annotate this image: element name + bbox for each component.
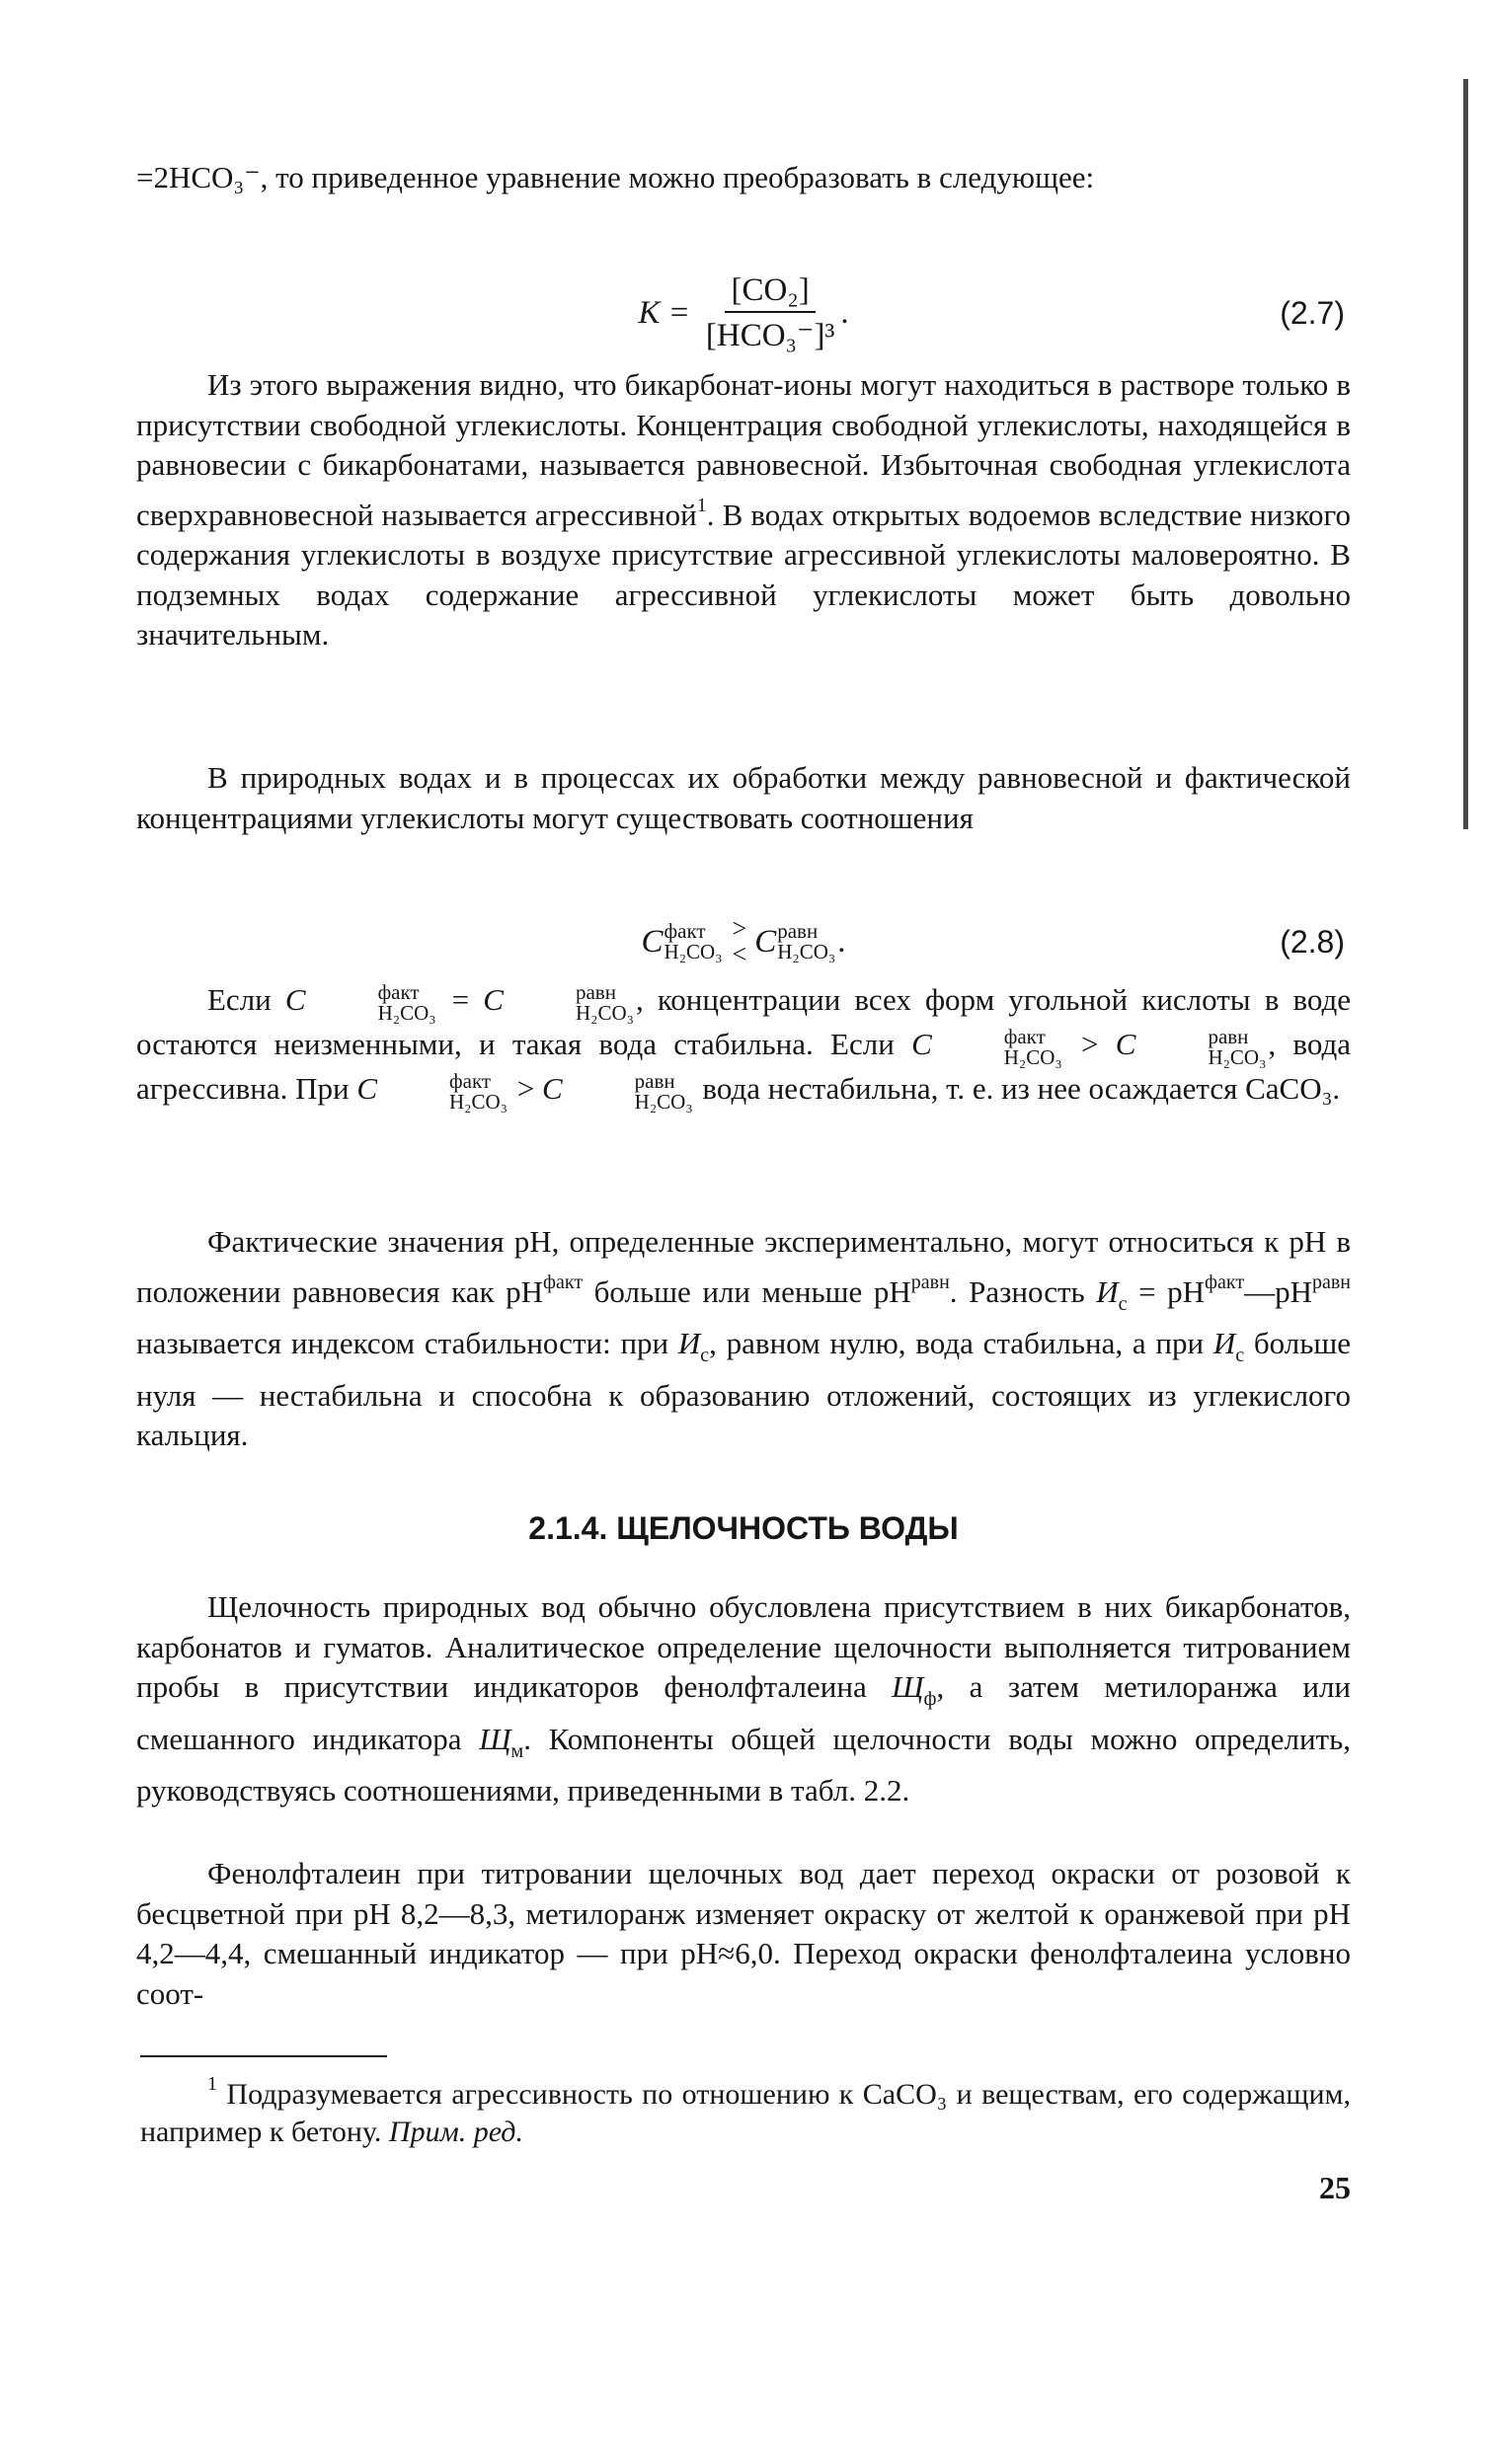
page-number: 25 (1319, 2170, 1351, 2205)
continuation-paragraph: =2HCO₃⁻, то приведенное уравнение можно преобразовать в следующее: (136, 160, 1095, 194)
paragraph-2-block (136, 758, 1351, 838)
formula-lhs: K = (638, 294, 690, 331)
footnote-rule (140, 2055, 387, 2057)
paragraph-3-block (136, 979, 1351, 1113)
formula-end: . (840, 294, 849, 331)
paragraph-5-block (136, 1587, 1351, 1811)
equation-number: (2.7) (1280, 294, 1345, 331)
footnote-ref: 1 (696, 494, 707, 516)
paragraph-3: Если C факт H₂CO₃ = C равн H₂CO₃ , концентрации всех форм угольной кислоты в воде остаются неизменными, и такая вода стабильна. Если C факт H₂CO₃ > C равн H₂CO₃ , вода агрессивна. При C факт H₂CO₃ > C равн H₂CO₃ вода нестабильна, т. е. из нее осаждается CaCO₃. (136, 979, 1352, 1114)
section-heading: 2.1.4. ЩЕЛОЧНОСТЬ ВОДЫ (528, 1510, 959, 1546)
paragraph-5: Щелочность природных вод обычно обусловлена присутствием в них бикарбонатов, карбонатов и гуматов. Аналитическое определение щелочности выполняется титрованием пробы в присутствии индикаторов фенолфталеина $Щ_ф$, а затем метилоранжа или смешанного индикатора $Щ_м$. Компоненты общей щелочности воды можно определить, руководствуясь соотношениями, приведенными в табл. 2.2. (136, 1589, 1352, 1808)
footnote: $^1$ Подразумевается агрессивность по отношению к CaCO₃ и веществам, его содержащим, например к бетону. Прим. ред. (140, 2073, 1351, 2148)
paragraph-1: Из этого выражения видно, что бикарбонат-ионы могут находиться в растворе только в присутствии свободной углекислоты. Концентрация свободной углекислоты, находящейся в равновесии с бикарбонатами, называется равновесной. Избыточная свободная углекислота сверхравновесной называется агрессивной$^1$. В водах открытых водоемов вследствие низкого содержания углекислоты в воздухе присутствие агрессивной углекислоты маловероятно. В подземных водах содержание агрессивной углекислоты может быть довольно значительным. (136, 367, 1351, 652)
fraction-denominator: [HCO₃⁻]³ (705, 317, 835, 353)
formula-2-8: C факт H₂CO₃ > < C равн H₂CO₃ . (2.8) (641, 914, 1345, 968)
equation-number: (2.8) (1280, 923, 1345, 960)
paragraph-6: Фенолфталеин при титровании щелочных вод дает переход окраски от розовой к бесцветной при pH 8,2—8,3, метилоранж изменяет окраску от желтой к оранжевой при pH 4,2—4,4, смешанный индикатор — при pH≈6,0. Переход окраски фенолфталеина условно соот- (136, 1856, 1351, 2011)
comparison-stack: > < (732, 914, 747, 968)
formula-2-7 (136, 269, 1351, 357)
paragraph-6-block (136, 1854, 1351, 2014)
scan-edge-mark (1463, 79, 1468, 829)
paragraph-1-block (136, 365, 1351, 655)
paragraph-4: Фактические значения pH, определенные экспериментально, могут относиться к pH в положении равновесия как $pH^{факт}$ больше или меньше $pH^{равн}$. Разность $И_c$ = $pH^{факт}—pH^{равн}$ называется индексом стабильности: при $И_c$, равном нулю, вода стабильна, а при $И_c$ больше нуля — нестабильна и способна к образованию отложений, состоящих из углекислого кальция. (136, 1224, 1351, 1452)
paragraph-2: В природных водах и в процессах их обработки между равновесной и фактической концентрациями углекислоты могут существовать соотношения (136, 760, 1351, 835)
fraction (700, 272, 840, 354)
top-continuation (136, 158, 1351, 198)
fraction-numerator: [CO₂] (725, 272, 815, 313)
paragraph-4-block (136, 1222, 1351, 1456)
footnote-number: 1 (207, 2073, 217, 2095)
